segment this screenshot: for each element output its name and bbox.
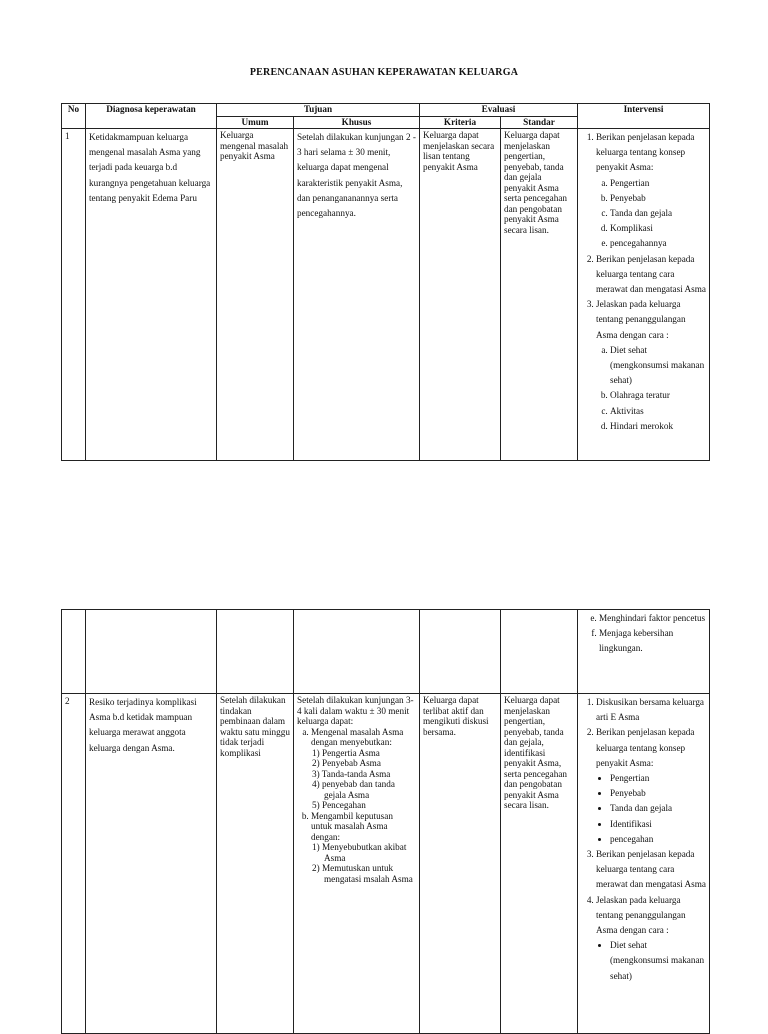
diagnosa-cell: Ketidakmampuan keluarga mengenal masalah Asma yang terjadi pada keuarga b.d kurangnya pengetahuan keluarga tentang penyakit Edema Paru [86,129,217,461]
header-umum: Umum [217,117,294,129]
intervensi-cell [578,694,710,1034]
row-number: 1 [62,129,86,461]
list-item: b. Olahraga teratur [610,388,706,403]
list-item: 1) Pengertia Asma [324,748,416,759]
list-item: • Identifikasi [610,817,706,832]
list-item: 3. Berikan penjelasan kepada keluarga tentang cara merawat dan mengatasi Asma [596,847,706,893]
header-diagnosa: Diagnosa keperawatan [86,104,217,129]
list-item: 1) Menyebubutkan akibat Asma [324,842,416,863]
list-item: 3) Tanda-tanda Asma [324,769,416,780]
list-item: c. Tanda dan gejala [610,206,706,221]
list-item: • pencegahan [610,832,706,847]
header-tujuan: Tujuan [217,104,420,117]
care-plan-table-part-1 [61,103,710,461]
care-plan-table-part-2 [61,609,710,1034]
list-item: • Penyebab [610,786,706,801]
list-item: d. Hindari merokok [610,419,706,434]
khusus-list [297,727,416,885]
intervensi-continued-cell [578,610,710,694]
table-row [62,610,710,694]
list-item: b. Penyebab [610,191,706,206]
standar-cell: Keluarga dapat menjelaskan pengertian, penyebab, tanda dan gejala penyakit Asma serta pencegahan dan pengobatan penyakit Asma secara lisan. [501,129,578,461]
table-row [62,129,710,461]
list-item: 2) Memutuskan untuk mengatasi msalah Asma [324,863,416,884]
tujuan-khusus-cell: Setelah dilakukan kunjungan 2 - 3 hari selama ± 30 menit, keluarga dapat mengenal karakteristik penyakit Asma, dan penangananannya serta pencegahannya. [294,129,420,461]
list-item: 5) Pencegahan [324,800,416,811]
header-khusus: Khusus [294,117,420,129]
list-item: d. Komplikasi [610,221,706,236]
diagnosa-cell: Resiko terjadinya komplikasi Asma b.d ketidak mampuan keluarga merawat anggota keluarga dengan Asma. [86,694,217,1034]
header-standar: Standar [501,117,578,129]
list-item: 4) penyebab dan tanda gejala Asma [324,779,416,800]
list-item: c. Aktivitas [610,404,706,419]
intervensi-cell [578,129,710,461]
list-item: a. Mengenal masalah Asma dengan menyebutkan: 1) Pengertia Asma 2) Penyebab Asma 3) Tanda-tanda Asma 4) penyebab dan tanda gejala Asma 5) Pencegahan [311,727,416,811]
list-item: a. Diet sehat (mengkonsumsi makanan sehat) [610,343,706,389]
list-item: 2. Berikan penjelasan kepada keluarga tentang konsep penyakit Asma: • Pengertian • Penyebab • Tanda dan gejala • Identifikasi • pencegahan [596,725,706,847]
list-item: 2. Berikan penjelasan kepada keluarga tentang cara merawat dan mengatasi Asma [596,252,706,298]
list-item: 1. Berikan penjelasan kepada keluarga tentang konsep penyakit Asma: a. Pengertian b. Penyebab c. Tanda dan gejala d. Komplikasi e. pencegahannya [596,130,706,252]
tujuan-khusus-cell: Setelah dilakukan kunjungan 3-4 kali dalam waktu ± 30 menit keluarga dapat: a. Mengenal masalah Asma dengan menyebutkan: 1) Pengertia Asma 2) Penyebab Asma 3) Tanda-tanda Asma 4) penyebab dan tanda gejala Asma 5) Pencegahan b. Mengambil keputusan untuk masalah Asma dengan: 1) Menyebubutkan akibat Asma 2) Memutuskan untuk mengatasi msalah Asma [294,694,420,1034]
table-row [62,694,710,1034]
header-no: No [62,104,86,129]
row-number: 2 [62,694,86,1034]
list-item: • Diet sehat (mengkonsumsi makanan sehat) [610,938,706,984]
document-title: PERENCANAAN ASUHAN KEPERAWATAN KELUARGA [249,67,519,78]
list-item: e. Menghindari faktor pencetus [599,611,706,626]
list-item: b. Mengambil keputusan untuk masalah Asma dengan: 1) Menyebubutkan akibat Asma 2) Memutuskan untuk mengatasi msalah Asma [311,811,416,885]
kriteria-cell: Keluarga dapat menjelaskan secara lisan tentang penyakit Asma [420,129,501,461]
header-kriteria: Kriteria [420,117,501,129]
list-item: 2) Penyebab Asma [324,758,416,769]
intervensi-list [581,695,706,984]
list-item: 1. Diskusikan bersama keluarga arti E Asma [596,695,706,725]
tujuan-umum-cell: Keluarga mengenal masalah penyakit Asma [217,129,294,461]
list-item: 4. Jelaskan pada keluarga tentang penanggulangan Asma dengan cara : • Diet sehat (mengkonsumsi makanan sehat) [596,893,706,984]
intervensi-continued-list [581,611,706,657]
list-item: f. Menjaga kebersihan lingkungan. [599,626,706,656]
kriteria-cell: Keluarga dapat terlibat aktif dan mengikuti diskusi bersama. [420,694,501,1034]
list-item: a. Pengertian [610,176,706,191]
list-item: e. pencegahannya [610,236,706,251]
intervensi-list [581,130,706,434]
header-intervensi: Intervensi [578,104,710,129]
header-evaluasi: Evaluasi [420,104,578,117]
list-item: • Tanda dan gejala [610,801,706,816]
standar-cell: Keluarga dapat menjelaskan pengertian, penyebab, tanda dan gejala, identifikasi penyakit Asma, serta pencegahan dan pengobatan penyakit Asma secara lisan. [501,694,578,1034]
tujuan-umum-cell: Setelah dilakukan tindakan pembinaan dalam waktu satu minggu tidak terjadi komplikasi [217,694,294,1034]
list-item: 3. Jelaskan pada keluarga tentang penanggulangan Asma dengan cara : a. Diet sehat (mengkonsumsi makanan sehat) b. Olahraga teratur c. Aktivitas d. Hindari merokok [596,297,706,434]
list-item: • Pengertian [610,771,706,786]
